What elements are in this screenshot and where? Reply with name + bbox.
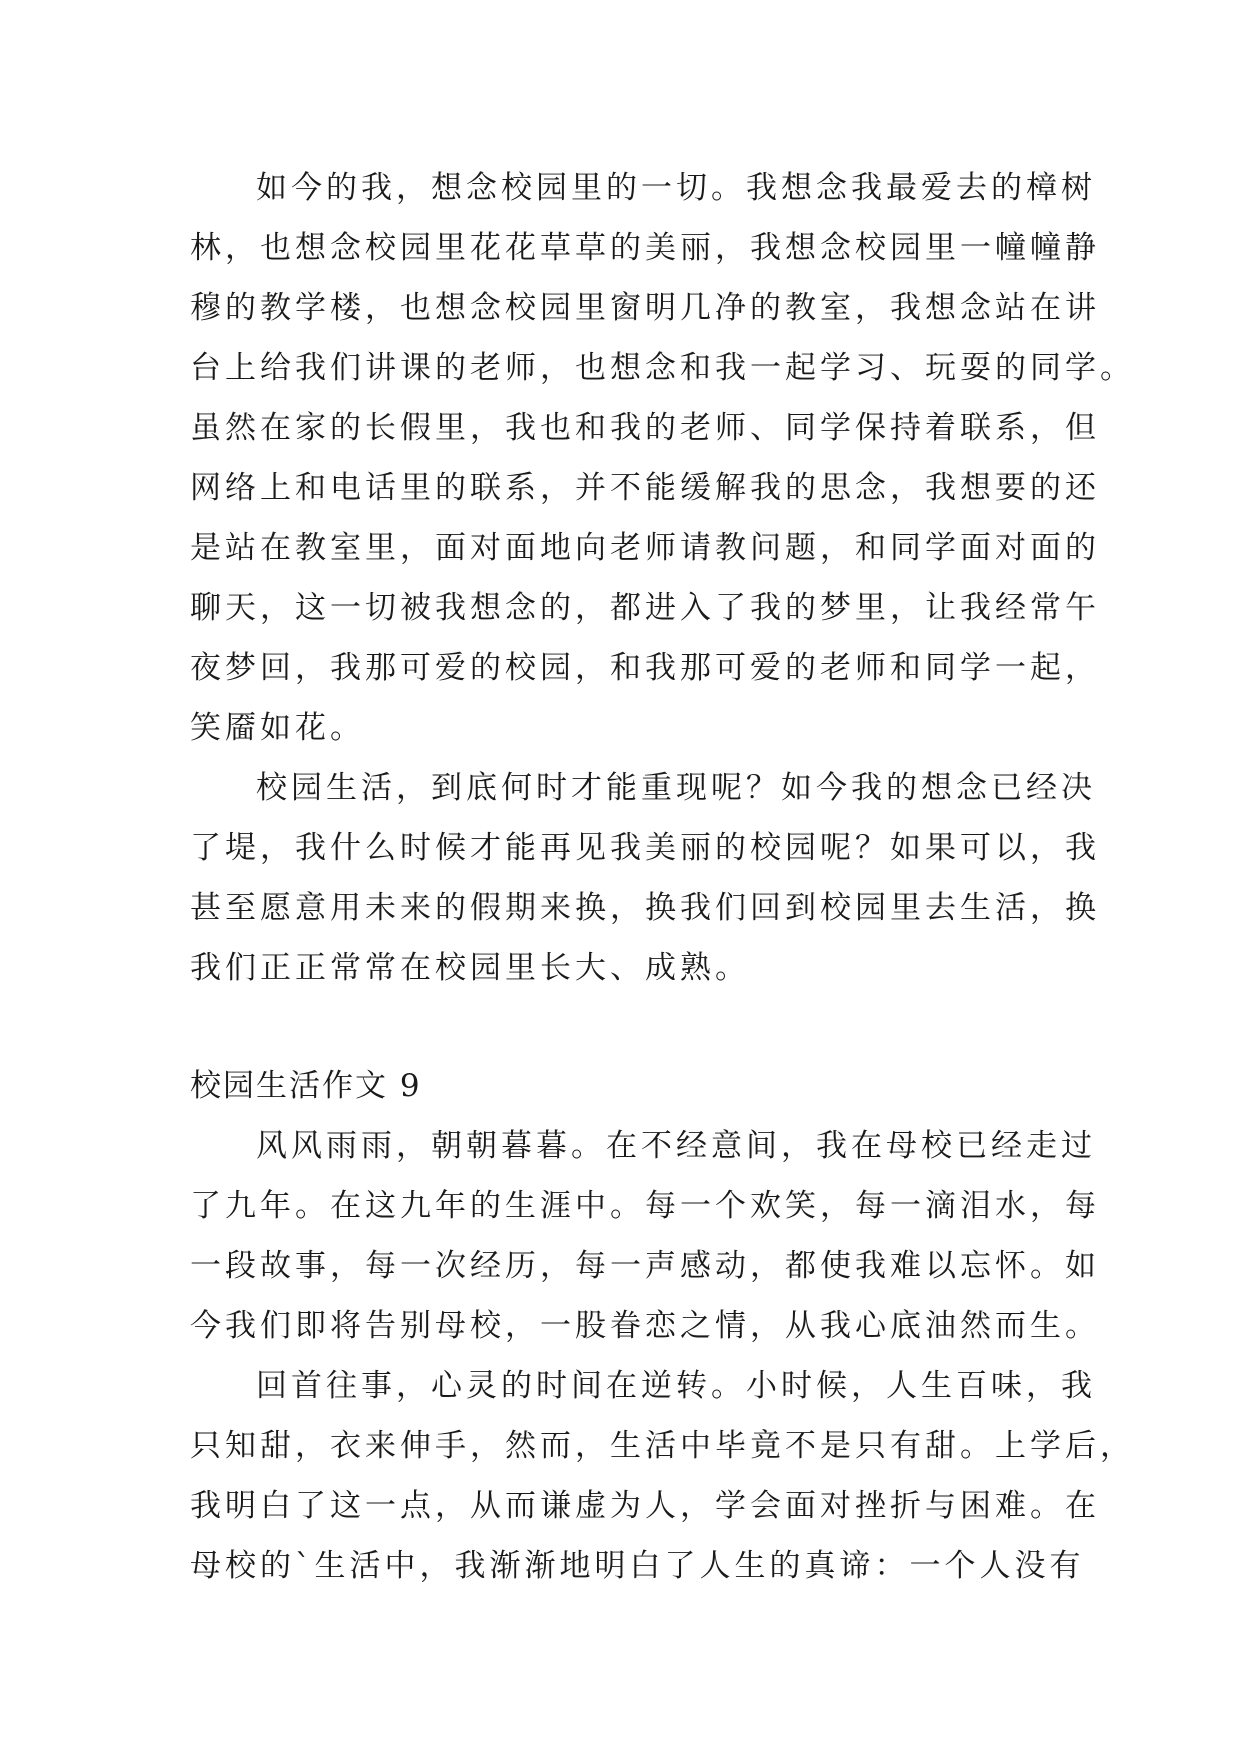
text-line: 一段故事，每一次经历，每一声感动，都使我难以忘怀。如 [190,1248,1100,1284]
section-spacer [190,998,1070,1056]
text-line: 母校的`生活中，我渐渐地明白了人生的真谛：一个人没有 [190,1548,1085,1584]
text-line: 台上给我们讲课的老师，也想念和我一起学习、玩耍的同学。 [190,350,1135,386]
text-line: 如今的我，想念校园里的一切。我想念我最爱去的樟树 [256,170,1096,206]
text-line: 我们正正常常在校园里长大、成熟。 [190,950,750,986]
paragraph-missing-campus [190,158,1135,758]
text-line: 笑靥如花。 [190,710,365,746]
text-line: 风风雨雨，朝朝暮暮。在不经意间，我在母校已经走过 [256,1128,1096,1164]
text-line: 我明白了这一点，从而谦虚为人，学会面对挫折与困难。在 [190,1488,1100,1524]
paragraph-looking-back [190,1356,1135,1596]
text-line: 是站在教室里，面对面地向老师请教问题，和同学面对面的 [190,530,1100,566]
text-line: 了堤，我什么时候才能再见我美丽的校园呢？如果可以，我 [190,830,1100,866]
text-line: 林，也想念校园里花花草草的美丽，我想念校园里一幢幢静 [190,230,1100,266]
text-line: 夜梦回，我那可爱的校园，和我那可爱的老师和同学一起， [190,650,1100,686]
text-line: 虽然在家的长假里，我也和我的老师、同学保持着联系，但 [190,410,1100,446]
paragraph-campus-life-return [190,758,1100,998]
text-line: 校园生活，到底何时才能重现呢？如今我的想念已经决 [256,770,1096,806]
text-column [190,158,1135,1596]
text-line: 了九年。在这九年的生涯中。每一个欢笑，每一滴泪水，每 [190,1188,1100,1224]
text-line: 网络上和电话里的联系，并不能缓解我的思念，我想要的还 [190,470,1100,506]
section-heading: 校园生活作文 9 [190,1068,422,1104]
text-line: 穆的教学楼，也想念校园里窗明几净的教室，我想念站在讲 [190,290,1100,326]
text-line: 回首往事，心灵的时间在逆转。小时候，人生百味，我 [256,1368,1096,1404]
text-line: 甚至愿意用未来的假期来换，换我们回到校园里去生活，换 [190,890,1100,926]
paragraph-nine-years [190,1116,1100,1356]
text-line: 今我们即将告别母校，一股眷恋之情，从我心底油然而生。 [190,1308,1100,1344]
text-line: 聊天，这一切被我想念的，都进入了我的梦里，让我经常午 [190,590,1100,626]
text-line: 只知甜，衣来伸手，然而，生活中毕竟不是只有甜。上学后， [190,1428,1135,1464]
